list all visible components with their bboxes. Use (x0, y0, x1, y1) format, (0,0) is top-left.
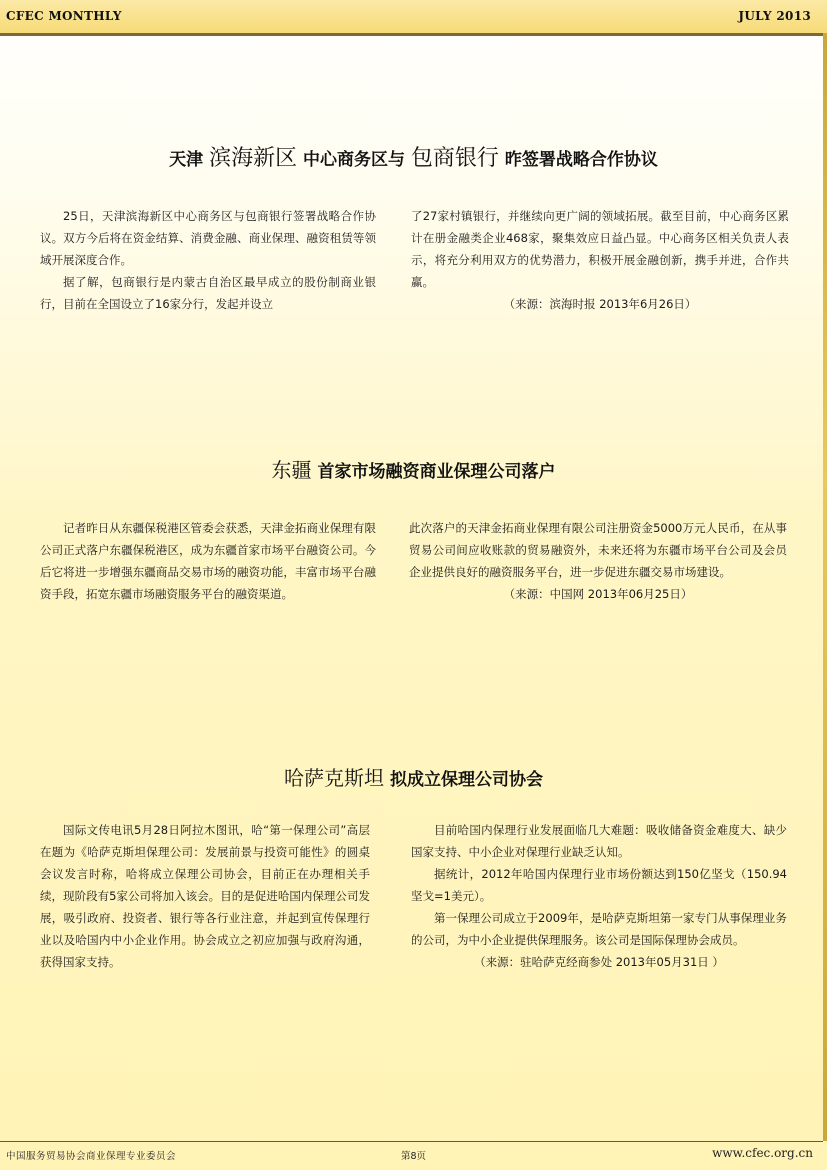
paragraph: 了27家村镇银行，并继续向更广阔的领域拓展。截至目前，中心商务区累计在册金融类企业468家，聚集效应日益凸显。中心商务区相关负责人表示，将充分利用双方的优势潜力，积极开展金融创新，携手并进，合作共赢。 (411, 209, 789, 289)
article-1-right-column (411, 205, 789, 315)
article-3-left-column (40, 819, 370, 973)
article-3-right-column (411, 819, 787, 973)
paragraph: 据统计，2012年哈国内保理行业市场份额达到150亿坚戈（150.94坚戈=1美元）。 (411, 867, 787, 903)
footer-website-link[interactable]: www.cfec.org.cn (712, 1146, 813, 1160)
article-2-title: 东疆 首家市场融资商业保理公司落户 (271, 458, 556, 482)
paragraph: 25日，天津滨海新区中心商务区与包商银行签署战略合作协议。双方今后将在资金结算、消费金融、商业保理、融资租赁等领域开展深度合作。 (40, 209, 376, 267)
article-2-source: （来源：中国网 2013年06月25日） (503, 587, 693, 601)
paragraph: 目前哈国内保理行业发展面临几大难题：吸收储备资金难度大、缺少国家支持、中小企业对保理行业缺乏认知。 (411, 823, 787, 859)
paragraph: 据了解，包商银行是内蒙古自治区最早成立的股份制商业银行，目前在全国设立了16家分行，发起并设立 (40, 275, 376, 311)
footer-organization: 中国服务贸易协会商业保理专业委员会 (6, 1151, 177, 1162)
page-number: 第8页 (400, 1151, 427, 1162)
article-2-right-column (409, 517, 787, 605)
side-decoration (823, 33, 827, 1141)
footer-rule (0, 1141, 823, 1142)
header-rule (0, 33, 827, 36)
issue-date: JULY 2013 (738, 9, 811, 23)
paragraph: 此次落户的天津金拓商业保理有限公司注册资金5000万元人民币，在从事贸易公司间应收账款的贸易融资外，未来还将为东疆市场平台公司及会员企业提供良好的融资服务平台，进一步促进东疆交易市场建设。 (409, 521, 787, 579)
article-1-left-column (40, 205, 376, 315)
article-2-left-column (40, 517, 376, 605)
paragraph: 第一保理公司成立于2009年，是哈萨克斯坦第一家专门从事保理业务的公司，为中小企业提供保理服务。该公司是国际保理协会成员。 (411, 911, 787, 947)
article-1-title: 天津 滨海新区 中心商务区与 包商银行 昨签署战略合作协议 (169, 146, 658, 171)
article-3-source: （来源：驻哈萨克经商参处 2013年05月31日 ） (474, 955, 724, 969)
publication-title: CFEC MONTHLY (6, 9, 122, 23)
paragraph: 记者昨日从东疆保税港区管委会获悉，天津金拓商业保理有限公司正式落户东疆保税港区，成为东疆首家市场平台融资公司。今后它将进一步增强东疆商品交易市场的融资功能，丰富市场平台融资手段，拓宽东疆市场融资服务平台的融资渠道。 (40, 521, 376, 601)
article-1-source: （来源：滨海时报 2013年6月26日） (503, 297, 697, 311)
paragraph: 国际文传电讯5月28日阿拉木图讯，哈“第一保理公司”高层在题为《哈萨克斯坦保理公司：发展前景与投资可能性》的圆桌会议发言时称，哈将成立保理公司协会，目前正在办理相关手续，现阶段有5家公司将加入该会。目的是促进哈国内保理公司发展，吸引政府、投资者、银行等各行业注意，并起到宣传保理行业以及哈国内中小企业作用。协会成立之初应加强与政府沟通，获得国家支持。 (40, 823, 370, 969)
header-bar (0, 0, 827, 33)
article-3-title: 哈萨克斯坦 拟成立保理公司协会 (284, 766, 543, 790)
